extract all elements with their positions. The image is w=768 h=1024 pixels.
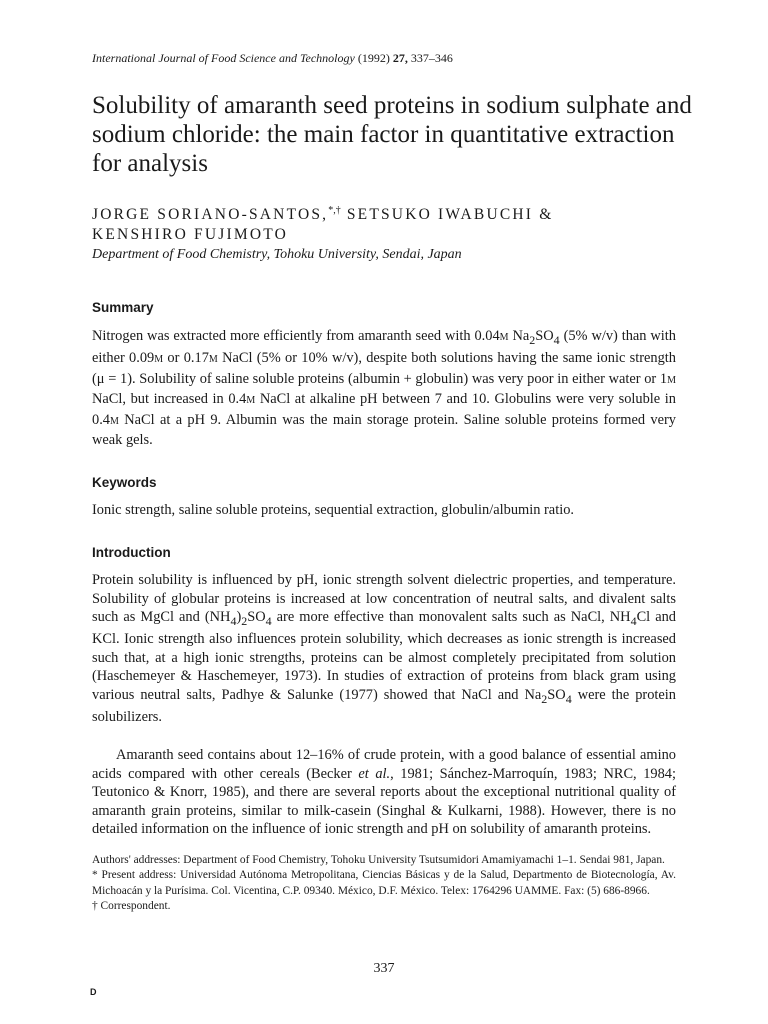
corner-mark: D [90,987,97,997]
author-name: JORGE SORIANO-SANTOS, [92,206,329,223]
footnote-present-address: * Present address: Universidad Autónoma Metropolitana, Ciencias Básicas y de la Salud, Departmento de Biotecnología, Av. Michoacán y la Purísima. Col. Vicentina, C.P. 09340. México, D.F. México. Telex: 1764296 UAMME. Fax: (5) 686-8966. [92,869,676,897]
keywords-heading: Keywords [92,475,157,490]
journal-volume: 27, [392,51,408,65]
journal-citation [92,50,692,66]
author-affiliation: Department of Food Chemistry, Tohoku University, Sendai, Japan [92,247,462,262]
author-footnote-marks: *,† [328,204,341,216]
footnote-authors-addresses: Authors' addresses: Department of Food Chemistry, Tohoku University Tsutsumidori Amamiyamachi 1–1. Sendai 981, Japan. [92,854,665,866]
footnotes [92,853,676,915]
summary-heading: Summary [92,300,154,315]
paper-title: Solubility of amaranth seed proteins in sodium sulphate and sodium chloride: the main factor in quantitative extraction for analysis [92,92,692,177]
introduction-paragraph-2: Amaranth seed contains about 12–16% of crude protein, with a good balance of essential amino acids compared with other cereals (Becker et al., 1981; Sánchez-Marroquín, 1983; NRC, 1984; Teutonico & Knorr, 1985), and there are several reports about the exceptional nutritional quality of amaranth grain proteins, similar to milk-casein (Singhal & Kulkarni, 1988). However, there is no detailed information on the influence of ionic strength and pH on solubility of amaranth proteins. [92,747,676,837]
page-number: 337 [373,961,395,976]
introduction-heading: Introduction [92,545,171,560]
author-name: SETSUKO IWABUCHI & [340,206,554,223]
journal-year: (1992) [357,51,390,65]
author-name: KENSHIRO FUJIMOTO [92,226,289,243]
summary-paragraph: Nitrogen was extracted more efficiently from amaranth seed with 0.04M $Na_2SO_4$ (5% w/v) than with either 0.09M or 0.17M NaCl (5% or 10% w/v), despite both solutions having the same ionic strength (μ = 1). Solubility of saline soluble proteins (albumin + globulin) was very poor in either water or 1M NaCl, but increased in 0.4M NaCl at alkaline pH between 7 and 10. Globulins were very soluble in 0.4M NaCl at a pH 9. Albumin was the main storage protein. Saline soluble proteins formed very weak gels. [92,328,676,449]
author-list [92,205,692,245]
keywords-paragraph: Ionic strength, saline soluble proteins, sequential extraction, globulin/albumin ratio. [92,502,574,518]
journal-pages: 337–346 [410,51,453,65]
introduction-paragraph-1: Protein solubility is influenced by pH, ionic strength solvent dielectric properties, and temperature. Solubility of globular proteins is increased at low concentration of neutral salts, and divalent salts such as MgCl and $(NH_4)_2SO_4$ are more effective than monovalent salts such as NaCl, $NH_4Cl$ and KCl. Ionic strength also influences protein solubility, which decreases as ionic strength is increased such that, at a high ionic strengths, proteins can be almost completely precipitated from solution (Haschemeyer & Haschemeyer, 1973). In studies of extraction of proteins from black gram using various neutral salts, Padhye & Salunke (1977) showed that NaCl and $Na_2SO_4$ were the protein solubilizers. [92,572,676,726]
journal-name: International Journal of Food Science and Technology [92,51,355,65]
footnote-correspondent: † Correspondent. [92,900,171,913]
